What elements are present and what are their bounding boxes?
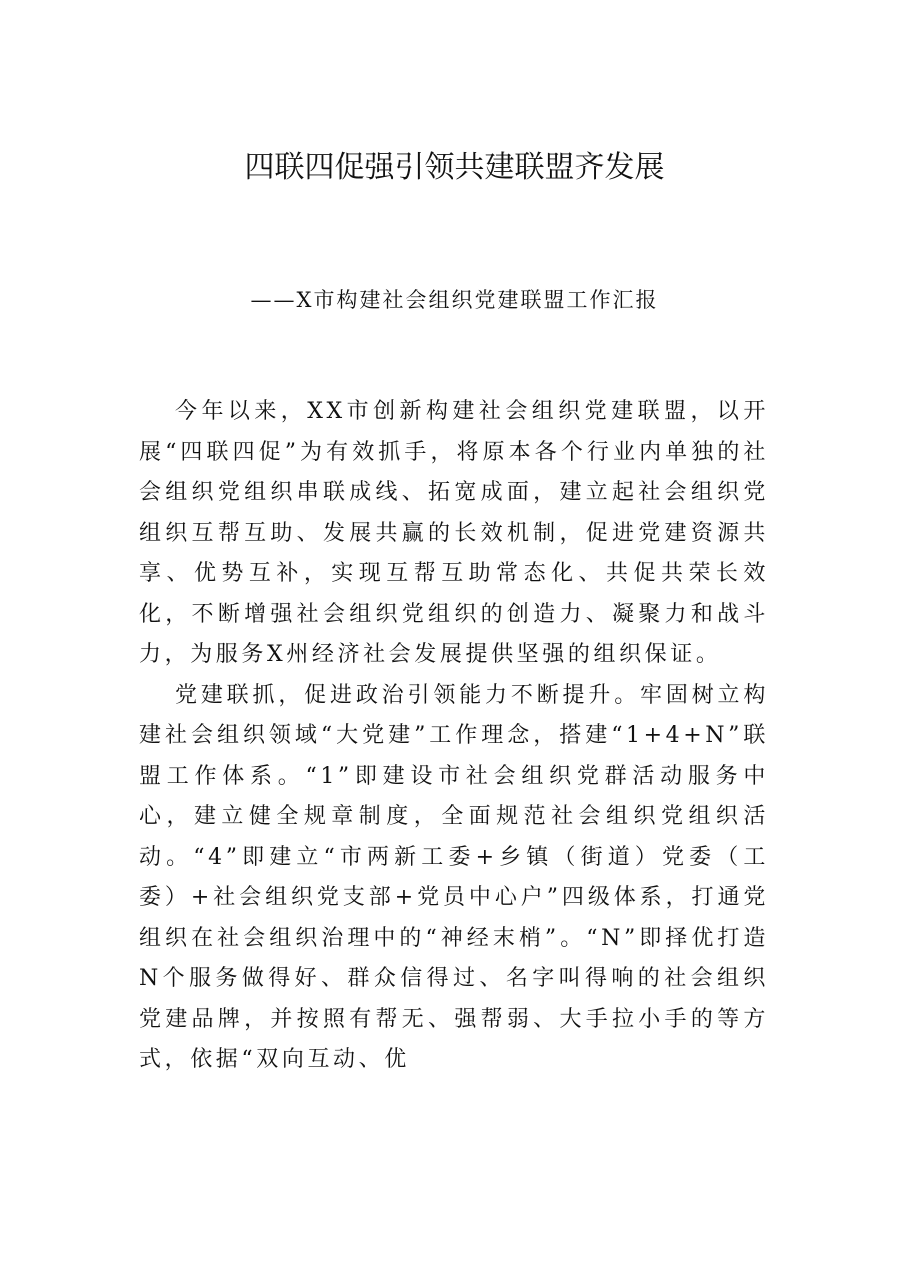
document-subtitle: ——X市构建社会组织党建联盟工作汇报: [250, 288, 659, 312]
paragraph-intro: 今年以来，XX市创新构建社会组织党建联盟，以开展“四联四促”为有效抓手，将原本各个行业内单独的社会组织党组织串联成线、拓宽成面，建立起社会组织党组织互帮互助、发展共赢的长效机制，促进党建资源共享、优势互补，实现互帮互助常态化、共促共荣长效化，不断增强社会组织党组织的创造力、凝聚力和战斗力，为服务X州经济社会发展提供坚强的组织保证。: [139, 399, 769, 667]
document-body: [139, 392, 769, 1081]
document-title: 四联四促强引领共建联盟齐发展: [244, 150, 665, 185]
paragraph-party-building: 党建联抓，促进政治引领能力不断提升。牢固树立构建社会组织领域“大党建”工作理念，搭建“1+4+N”联盟工作体系。“1”即建设市社会组织党群活动服务中心，建立健全规章制度，全面规范社会组织党组织活动。“4”即建立“市两新工委+乡镇（街道）党委（工委）+社会组织党支部+党员中心户”四级体系，打通党组织在社会组织治理中的“神经末梢”。“N”即择优打造N个服务做得好、群众信得过、名字叫得响的社会组织党建品牌，并按照有帮无、强帮弱、大手拉小手的等方式，依据“双向互动、优: [139, 682, 769, 1072]
